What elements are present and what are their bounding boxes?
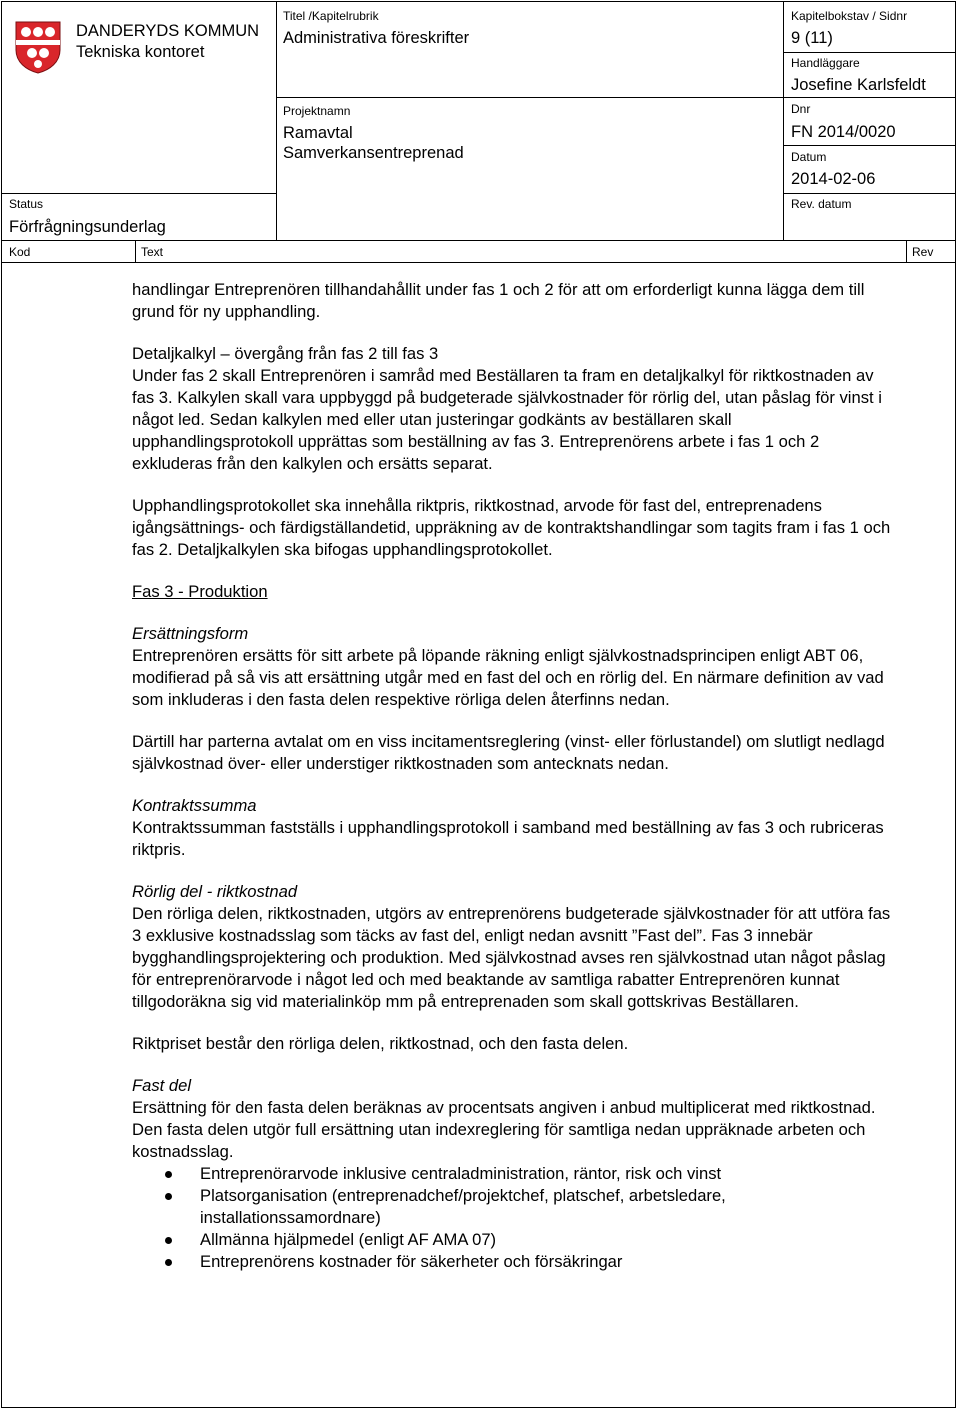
paragraph: Därtill har parterna avtalat om en viss incitamentsreglering (vinst- eller förlustandel) om slutligt nedlagd självkostnad över- eller understiger riktkostnaden som antecknats nedan. (132, 732, 885, 773)
paragraph: Entreprenören ersätts för sitt arbete på löpande räkning enligt självkostnadsprincipen enligt ABT 06, modifierad på så vis att ersättning utgår med en fast del och en rörlig del. En närmare definition av vad som inkluderas i den fasta delen respektive rörliga delen återfinns nedan. (132, 646, 884, 709)
rev-date-label: Rev. datum (791, 197, 852, 211)
divider (783, 145, 956, 146)
subheading: Fast del (132, 1076, 192, 1095)
bullet-icon (165, 1259, 172, 1266)
divider (783, 2, 784, 240)
list-item-text: Entreprenörarvode inklusive centraladministration, räntor, risk och vinst (200, 1164, 722, 1183)
divider (783, 52, 956, 53)
paragraph: Riktpriset består den rörliga delen, riktkostnad, och den fasta delen. (132, 1034, 629, 1053)
paragraph (132, 365, 892, 475)
text-label: Text (141, 245, 164, 259)
municipality-crest-icon (14, 20, 62, 74)
subheading: Kontraktssumma (132, 796, 257, 815)
handler-value: Josefine Karlsfeldt (791, 76, 926, 94)
list-item (132, 1251, 892, 1273)
bullet-list (132, 1163, 892, 1273)
project-value-line1: Ramavtal (283, 124, 353, 142)
bullet-icon (165, 1193, 172, 1200)
divider (783, 97, 956, 98)
subheading: Ersättningsform (132, 624, 249, 643)
dnr-value: FN 2014/0020 (791, 123, 896, 141)
department: Tekniska kontoret (76, 43, 205, 61)
list-item-text: Allmänna hjälpmedel (enligt AF AMA 07) (200, 1230, 497, 1249)
divider (276, 2, 277, 240)
project-value-line2: Samverkansentreprenad (283, 144, 464, 162)
list-item (132, 1185, 892, 1229)
text-run: Kalkylen skall vara uppbyggd på budgeterade självkostnader för rörlig del, utan påslag för vinst i något led. (132, 388, 882, 429)
paragraph: Kontraktssumman fastställs i upphandlingsprotokoll i samband med beställning av fas 3 och rubriceras riktpris. (132, 818, 884, 859)
text-run: Sedan kalkylen med eller utan justeringar godkänts av beställaren skall upphandlingsprotokoll upprättas som beställning av fas 3. Entreprenörens arbete i fas 1 och 2 exkluderas från den kalkylen och ersätts separat. (132, 410, 820, 473)
text-run: Under fas 2 skall Entreprenören i samråd med Beställaren ta fram en detaljkalkyl för riktkostnaden av fas 3. (132, 366, 874, 407)
divider (276, 97, 783, 98)
org-name: DANDERYDS KOMMUN (76, 22, 260, 40)
list-item (132, 1163, 892, 1185)
list-item-text: Platsorganisation (entreprenadchef/projektchef, platschef, arbetsledare, installationssamordnare) (200, 1186, 726, 1227)
paragraph: Upphandlingsprotokollet ska innehålla riktpris, riktkostnad, arvode för fast del, entreprenadens igångsättnings- och färdigställandetid, uppräkning av de kontraktshandlingar som tagits fram i fas 1 och fas 2. Detaljkalkylen ska bifogas upphandlingsprotokollet. (132, 496, 891, 559)
divider (2, 262, 956, 263)
title-value: Administrativa föreskrifter (283, 29, 470, 47)
paragraph: handlingar Entreprenören tillhandahållit under fas 1 och 2 för att om erforderligt kunna lägga dem till grund för ny upphandling. (132, 280, 865, 321)
bullet-icon (165, 1171, 172, 1178)
project-label: Projektnamn (283, 104, 351, 118)
subheading: Rörlig del - riktkostnad (132, 882, 298, 901)
status-label: Status (9, 197, 44, 211)
chapter-label: Kapitelbokstav / Sidnr (791, 9, 908, 23)
date-value: 2014-02-06 (791, 170, 876, 188)
title-label: Titel /Kapitelrubrik (283, 9, 379, 23)
paragraph: Den rörliga delen, riktkostnaden, utgörs av entreprenörens budgeterade självkostnader för att utföra fas 3 exklusive kostnadsslag som täcks av fast del, enligt nedan avsnitt ”Fast del”. Fas 3 innebär bygghandlingsprojektering och produktion. Med självkostnad avses ren självkostnad utan något påslag för entreprenörarvode i något led och med beaktande av samtliga rabatter Entreprenören kunnat tillgodoräkna sig vid materialinköp mm på entreprenaden som skall gottskrivas Beställaren. (132, 904, 891, 1011)
divider (906, 240, 907, 262)
detaljkalkyl-heading: Detaljkalkyl – övergång från fas 2 till fas 3 (132, 344, 439, 363)
divider (2, 240, 956, 241)
chapter-value: 9 (11) (791, 29, 833, 47)
dnr-label: Dnr (791, 102, 811, 116)
kod-label: Kod (9, 245, 31, 259)
divider (135, 240, 136, 262)
list-item (132, 1229, 892, 1251)
date-label: Datum (791, 150, 827, 164)
document-body (132, 279, 892, 1273)
divider (2, 193, 276, 194)
handler-label: Handläggare (791, 56, 860, 70)
bullet-icon (165, 1237, 172, 1244)
paragraph: Ersättning för den fasta delen beräknas av procentsats angiven i anbud multiplicerat med riktkostnad. Den fasta delen utgör full ersättning utan indexreglering för samtliga nedan uppräknade arbeten och kostnadsslag. (132, 1098, 876, 1161)
section-heading: Fas 3 - Produktion (132, 582, 268, 601)
rev-label: Rev (912, 245, 934, 259)
status-value: Förfrågningsunderlag (9, 218, 166, 236)
list-item-text: Entreprenörens kostnader för säkerheter och försäkringar (200, 1252, 623, 1271)
divider (783, 193, 956, 194)
